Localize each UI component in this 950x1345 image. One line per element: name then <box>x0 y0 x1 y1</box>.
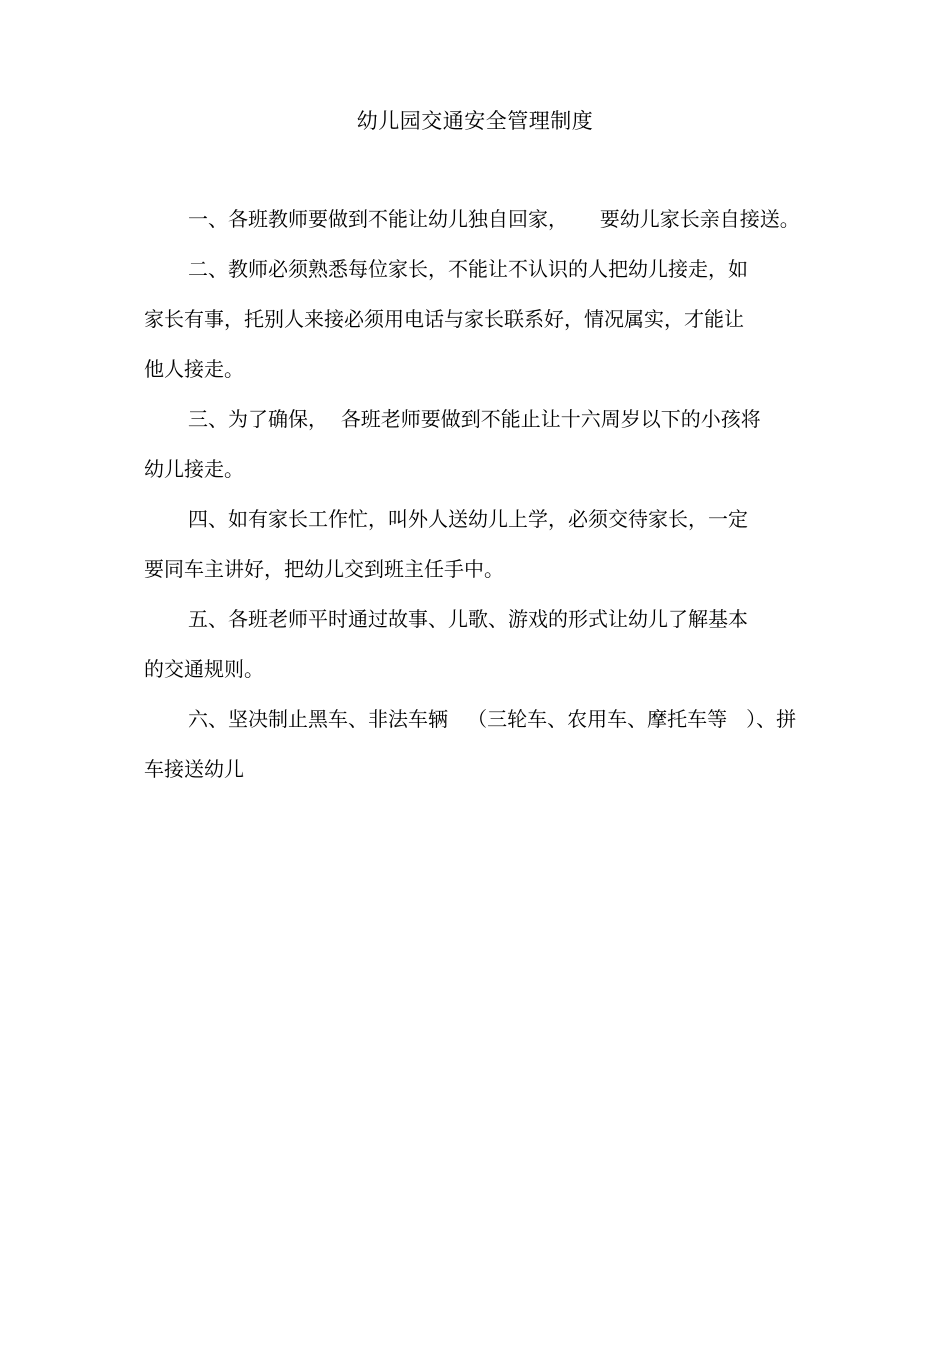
rule-2-line-1: 二、教师必须熟悉每位家长，不能让不认识的人把幼儿接走，如 <box>188 257 748 281</box>
rule-5-line-1: 五、各班老师平时通过故事、儿歌、游戏的形式让幼儿了解基本 <box>188 607 748 631</box>
rule-5-line-2: 的交通规则。 <box>144 657 264 681</box>
rule-1-line-1: 一、各班教师要做到不能让幼儿独自回家， 要幼儿家长亲自接送。 <box>188 207 800 231</box>
rule-3-line-2: 幼儿接走。 <box>144 457 244 481</box>
rule-6-line-2: 车接送幼儿 <box>144 757 244 781</box>
rule-6-line-1: 六、坚决制止黑车、非法车辆 （三轮车、农用车、摩托车等 ）、拼 <box>188 707 797 731</box>
rule-4-line-1: 四、如有家长工作忙，叫外人送幼儿上学，必须交待家长，一定 <box>188 507 748 531</box>
rule-2-line-3: 他人接走。 <box>144 357 244 381</box>
rule-3-line-1: 三、为了确保， 各班老师要做到不能止让十六周岁以下的小孩将 <box>188 407 761 431</box>
rule-2-line-2: 家长有事，托别人来接必须用电话与家长联系好，情况属实，才能让 <box>144 307 744 331</box>
rule-4-line-2: 要同车主讲好，把幼儿交到班主任手中。 <box>144 557 504 581</box>
document-title: 幼儿园交通安全管理制度 <box>356 109 594 133</box>
